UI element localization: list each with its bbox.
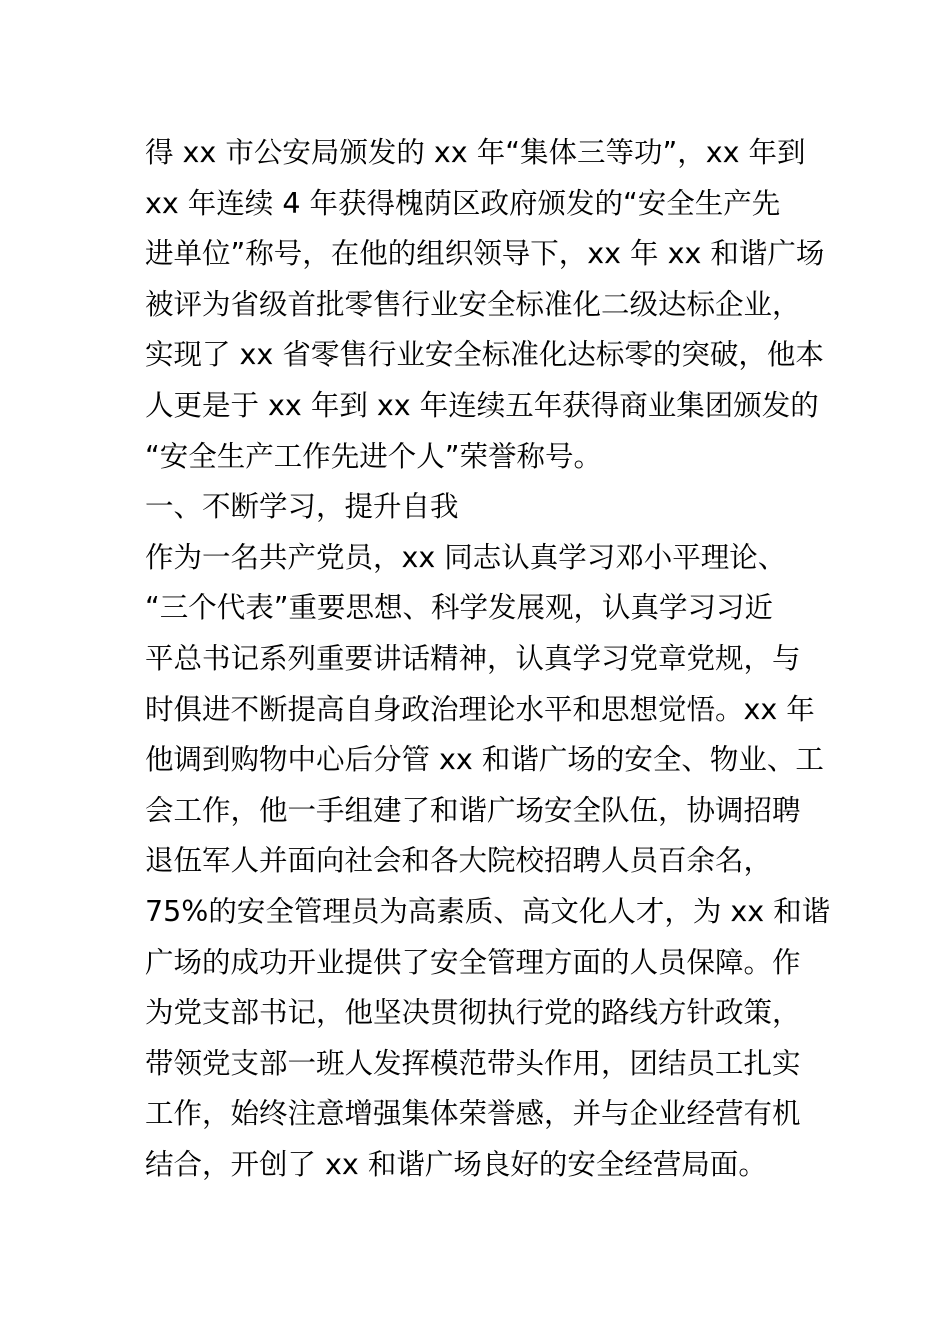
text-line: 退伍军人并面向社会和各大院校招聘人员百余名， [145,844,773,878]
text-line: 会工作，他一手组建了和谐广场安全队伍，协调招聘 [145,793,801,827]
text-line: 广场的成功开业提供了安全管理方面的人员保障。作 [145,945,801,979]
text-line: xx 年连续 4 年获得槐荫区政府颁发的“安全生产先 [145,186,781,220]
text-line: 实现了 xx 省零售行业安全标准化达标零的突破，他本 [145,338,824,372]
text-line: 为党支部书记，他坚决贯彻执行党的路线方针政策， [145,996,801,1030]
text-line: 被评为省级首批零售行业安全标准化二级达标企业， [145,287,801,321]
text-line: 结合，开创了 xx 和谐广场良好的安全经营局面。 [145,1147,767,1181]
text-line: “安全生产工作先进个人”荣誉称号。 [145,439,603,473]
text-line: 人更是于 xx 年到 xx 年连续五年获得商业集团颁发的 [145,388,819,422]
text-line: 工作，始终注意增强集体荣誉感，并与企业经营有机 [145,1097,801,1131]
text-line: 带领党支部一班人发挥模范带头作用，团结员工扎实 [145,1046,801,1080]
text-line: 得 xx 市公安局颁发的 xx 年“集体三等功”，xx 年到 [145,136,806,169]
section-heading: 一、不断学习，提升自我 [145,490,459,524]
document-body [145,128,831,1190]
text-line: 时俱进不断提高自身政治理论水平和思想觉悟。xx 年 [145,692,815,726]
text-line: 作为一名共产党员，xx 同志认真学习邓小平理论、 [145,540,787,574]
text-line: 进单位”称号，在他的组织领导下，xx 年 xx 和谐广场 [145,237,825,271]
text-line: 他调到购物中心后分管 xx 和谐广场的安全、物业、工 [145,743,824,777]
text-line: 75%的安全管理员为高素质、高文化人才，为 xx 和谐 [145,894,831,928]
text-line: “三个代表”重要思想、科学发展观，认真学习习近 [145,591,774,625]
text-line: 平总书记系列重要讲话精神，认真学习党章党规，与 [145,641,801,675]
